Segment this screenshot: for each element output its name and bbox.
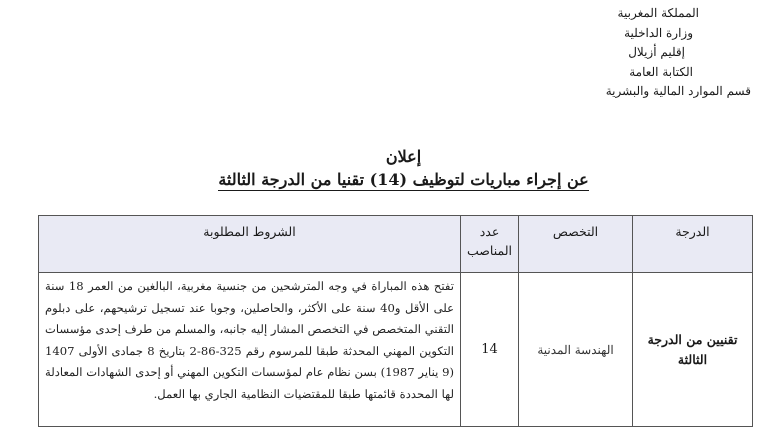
cell-grade: تقنيين من الدرجة الثالثة xyxy=(633,273,753,427)
header-division: قسم الموارد المالية والبشرية xyxy=(605,84,751,98)
cell-posts: 14 xyxy=(461,273,519,427)
announcement-subtitle xyxy=(40,168,767,192)
header-ministry: وزارة الداخلية xyxy=(624,25,693,40)
cell-conditions: تفتح هذه المباراة في وجه المترشحين من جنسية مغربية، البالغين من العمر 18 سنة على الأقل و40 سنة على الأكثر، والحاصلين، وجوبا عند تسجيل ترشيحهم، على دبلوم التقني المتخصص في التخصص المشار إليه جانبه، والمسلم من طرف إحدى مؤسسات التكوين المهني المحدثة طبقا للمرسوم رقم 325-86-2 بتاريخ 8 جمادى الأولى 1407 (9 يناير 1987) بسن نظام عام لمؤسسات التكوين المهني أو إحدى الشهادات المعادلة لها المحددة قائمتها طبقا للمقتضيات النظامية الجاري بها العمل. xyxy=(39,273,461,427)
announcement-subtitle-text: عن إجراء مباريات لتوظيف (14) تقنيا من الدرجة الثالثة xyxy=(218,170,589,189)
header-grade: الدرجة xyxy=(633,216,753,273)
conditions-table xyxy=(38,215,753,427)
header-secretariat: الكتابة العامة xyxy=(629,64,693,79)
header-posts-line2: المناصب xyxy=(467,243,512,258)
announcement-title-block xyxy=(0,146,767,192)
table-row xyxy=(39,273,753,427)
header-specialty: التخصص xyxy=(519,216,633,273)
cell-specialty: الهندسة المدنية xyxy=(519,273,633,427)
header-conditions: الشروط المطلوبة xyxy=(39,216,461,273)
announcement-title: إعلان xyxy=(385,147,422,166)
header-posts-line1: عدد xyxy=(479,224,500,239)
header-province: إقليم أزيلال xyxy=(628,45,685,59)
table-header-row xyxy=(39,216,753,273)
letterhead xyxy=(491,4,751,102)
header-posts xyxy=(461,216,519,273)
header-kingdom: المملكة المغربية xyxy=(617,6,699,20)
